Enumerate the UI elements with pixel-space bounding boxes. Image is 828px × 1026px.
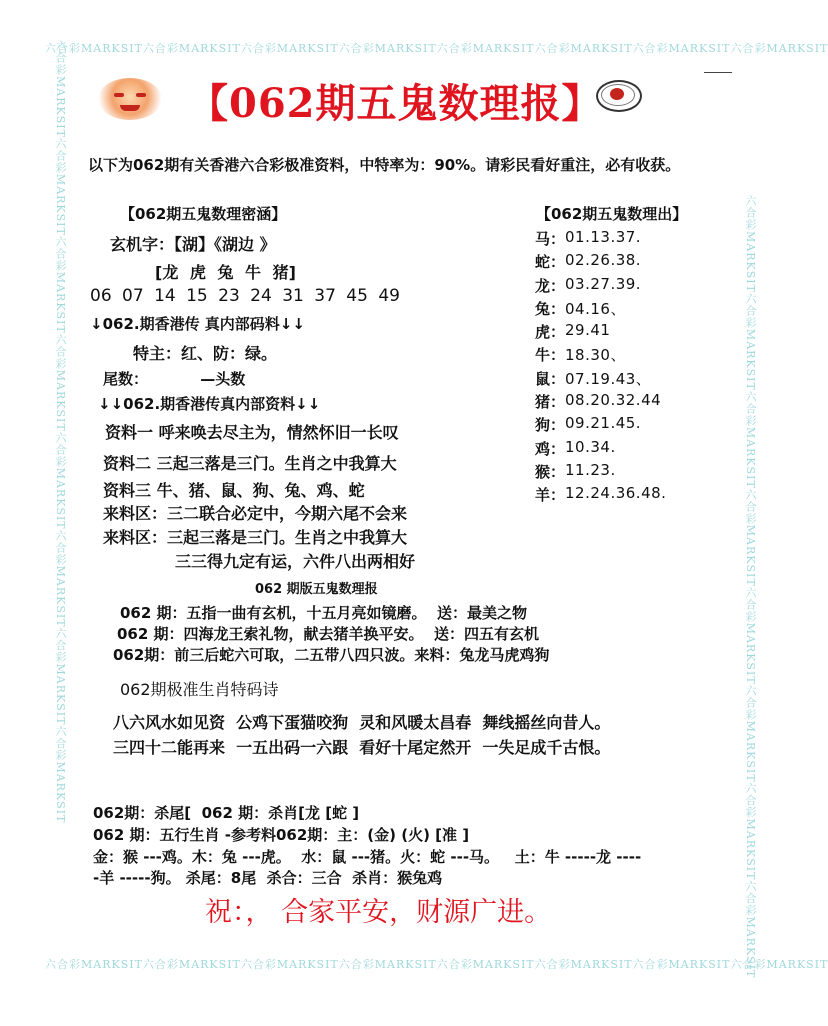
list-item: 马： 01.13.37. (535, 228, 642, 248)
ziliao-3: 资料三 牛、猪、鼠、狗、兔、鸡、蛇 (103, 481, 365, 500)
right-heading: 【062期五鬼数理出】 (536, 205, 688, 223)
animals-text: [龙 虎 兔 牛 猪] (155, 263, 296, 282)
bottom-line-4: -羊 -----狗。 杀尾：8尾 杀合：三合 杀肖：猴兔鸡 (93, 869, 443, 887)
avatar-eye-icon (114, 93, 124, 97)
animal-number-list (535, 228, 666, 508)
left-heading: 【062期五鬼数理密涵】 (120, 205, 287, 223)
middle-heading: 062 期版五鬼数理报 (255, 582, 378, 597)
middle-line-1: 062 期：五指一曲有玄机，十五月亮如镜磨。 送：最美之物 (120, 604, 527, 622)
ziliao-2: 资料二 三起三落是三门。生肖之中我算大 (103, 454, 397, 473)
lailiao-1: 来料区：三二联合必定中，今期六尾不会来 (103, 504, 408, 523)
poem-heading: 062期极准生肖特码诗 (120, 680, 279, 699)
bottom-line-1: 062期：杀尾[ 062 期：杀肖[龙 [蛇 ] (93, 804, 360, 822)
bottom-line-3: 金：猴 ---鸡。木：兔 ---虎。 水：鼠 ---猪。火：蛇 ---马。 土：牛 -----龙 ---- (93, 848, 642, 866)
list-item: 虎： 29.41 (535, 321, 611, 342)
bottom-line-2: 062 期：五行生肖 -参考料062期：主：(金) (火) [准 ] (93, 826, 470, 844)
avatar-mouth-icon (120, 105, 140, 111)
page-title: 【062期五鬼数理报】 (188, 80, 603, 127)
tezhu-text: 特主：红、防：绿。 (133, 344, 278, 363)
footer-blessing: 祝：， 合家平安，财源广进。 (205, 897, 552, 928)
weishu-text: 尾数： —头数 (103, 370, 246, 388)
list-item: 鼠： 07.19.43、 (535, 369, 652, 388)
hk-code-heading: ↓062.期香港传 真内部码料↓↓ (90, 315, 305, 333)
numbers-text: 06 07 14 15 23 24 31 37 45 49 (90, 286, 400, 306)
xuanji-text: 玄机字：【湖】《湖边 》 (110, 235, 276, 254)
list-item: 狗： 09.21.45. (535, 414, 642, 435)
watermark-bottom: 六合彩MARKSIT六合彩MARKSIT六合彩MARKSIT六合彩MARKSIT六合彩MARKSIT六合彩MARKSIT六合彩MARKSIT六合彩MARKSIT (45, 958, 828, 971)
intro-text: 以下为062期有关香港六合彩极准资料，中特率为：90%。请彩民看好重注，必有收获。 (88, 156, 681, 174)
list-item: 兔： 04.16、 (535, 299, 626, 318)
watermark-top: 六合彩MARKSIT六合彩MARKSIT六合彩MARKSIT六合彩MARKSIT六合彩MARKSIT六合彩MARKSIT六合彩MARKSIT六合彩MARKSIT (45, 42, 828, 55)
ziliao-1: 资料一 呼来唤去尽主为，情然怀旧一长叹 (105, 423, 399, 442)
list-item: 鸡： 10.34. (535, 437, 616, 458)
watermark-right: 六合彩MARKSIT六合彩MARKSIT六合彩MARKSIT六合彩MARKSIT六合彩MARKSIT六合彩MARKSIT六合彩MARKSIT六合彩MARKSIT (744, 195, 757, 979)
avatar-eye-icon (136, 93, 146, 97)
list-item: 牛： 18.30、 (535, 346, 626, 365)
lailiao-3: 三三得九定有运，六件八出两相好 (175, 552, 416, 571)
middle-line-2: 062 期：四海龙王索礼物，献去猪羊换平安。 送：四五有玄机 (117, 625, 539, 643)
corner-mark (704, 72, 732, 73)
poem-line-1: 八六风水如见资 公鸡下蛋猫咬狗 灵和风暖太昌春 舞线摇丝向昔人。 (113, 713, 611, 732)
list-item: 龙： 03.27.39. (535, 274, 642, 295)
lailiao-2: 来料区：三起三落是三门。生肖之中我算大 (103, 528, 408, 547)
list-item: 猪： 08.20.32.44 (535, 391, 662, 412)
hk-data-heading: ↓↓062.期香港传真内部资料↓↓ (98, 395, 321, 413)
list-item: 猴： 11.23. (535, 460, 616, 481)
seal-icon (596, 80, 642, 112)
poem-line-2: 三四十二能再来 一五出码一六跟 看好十尾定然开 一失足成千古恨。 (113, 738, 611, 757)
avatar-image (98, 78, 162, 120)
list-item: 羊： 12.24.36.48. (535, 484, 667, 505)
middle-line-3: 062期：前三后蛇六可取，二五带八四只波。来料：兔龙马虎鸡狗 (113, 646, 550, 664)
list-item: 蛇： 02.26.38. (535, 251, 642, 272)
watermark-left: 六合彩MARKSIT六合彩MARKSIT六合彩MARKSIT六合彩MARKSIT六合彩MARKSIT六合彩MARKSIT六合彩MARKSIT六合彩MARKSIT (54, 40, 67, 824)
